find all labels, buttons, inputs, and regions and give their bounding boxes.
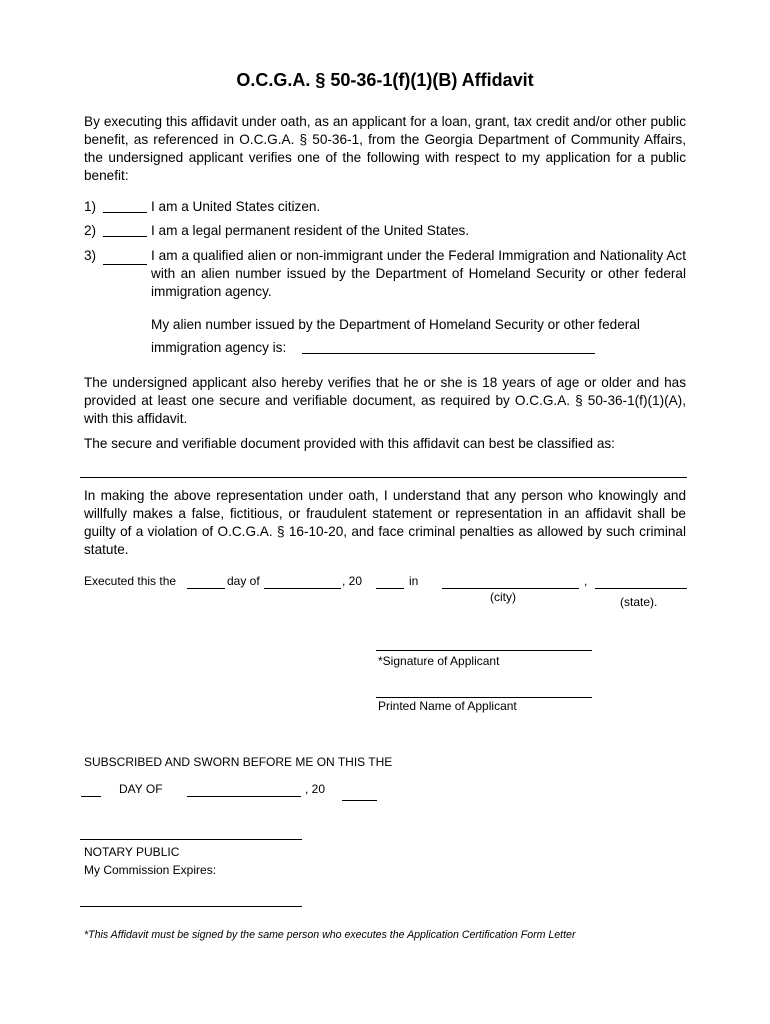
subscribed-month-field[interactable] <box>187 796 301 797</box>
item-3-number: 3) <box>84 248 97 263</box>
commission-expires-field[interactable] <box>80 906 302 907</box>
printed-name-field[interactable] <box>376 697 592 698</box>
executed-year-prefix: , 20 <box>342 574 363 588</box>
document-class-label: The secure and verifiable document provided with this affidavit can best be classified as: <box>84 436 615 451</box>
subscribed-day-of: DAY OF <box>119 782 163 796</box>
item-2-text: I am a legal permanent resident of the United States. <box>151 223 470 238</box>
executed-state-field[interactable] <box>595 588 687 589</box>
item-3-initial-field[interactable] <box>103 252 147 265</box>
printed-name-label: Printed Name of Applicant <box>378 699 517 713</box>
intro-paragraph: By executing this affidavit under oath, as an applicant for a loan, grant, tax credit and/or other public benefit, as referenced in O.C.G.A. § 50-36-1, from the Georgia Department of Community Affairs, the undersigned applicant verifies one of the following with respect to my application for a public benefit: <box>84 114 686 183</box>
footnote: *This Affidavit must be signed by the same person who executes the Application Certification Form Letter <box>84 929 576 941</box>
subscribed-year-field[interactable] <box>342 800 377 801</box>
item-1-text: I am a United States citizen. <box>151 199 321 214</box>
document-class-field[interactable] <box>80 477 687 478</box>
alien-number-line1: My alien number issued by the Department of Homeland Security or other federal <box>151 317 640 332</box>
page-title: O.C.G.A. § 50-36-1(f)(1)(B) Affidavit <box>236 70 534 90</box>
state-caption: (state). <box>620 595 658 609</box>
executed-prefix: Executed this the <box>84 574 177 588</box>
item-1-initial-field[interactable] <box>103 200 147 213</box>
executed-year-field[interactable] <box>376 588 404 589</box>
subscribed-day-field[interactable] <box>81 796 101 797</box>
age-verification-paragraph: The undersigned applicant also hereby verifies that he or she is 18 years of age or older and has provided at least one secure and verifiable document, as required by O.C.G.A. § 50-36-1(f)(1)(A), with this affidavit. <box>84 375 686 426</box>
executed-comma: , <box>584 574 588 588</box>
executed-in: in <box>409 574 419 588</box>
item-3-text: I am a qualified alien or non-immigrant under the Federal Immigration and Nationality Act with an alien number issued by the Department of Homeland Security or other federal immigration agency. <box>151 248 686 299</box>
signature-label: *Signature of Applicant <box>378 654 500 668</box>
commission-expires-label: My Commission Expires: <box>84 863 217 877</box>
alien-number-label: immigration agency is: <box>151 340 287 355</box>
subscribed-heading: SUBSCRIBED AND SWORN BEFORE ME ON THIS THE <box>84 755 393 769</box>
penalty-paragraph: In making the above representation under oath, I understand that any person who knowingly and willfully makes a false, fictitious, or fraudulent statement or representation in an affidavit shall be guilty of a violation of O.C.G.A. § 16-10-20, and face criminal penalties as allowed by such criminal statute. <box>84 488 686 557</box>
item-2-number: 2) <box>84 223 97 238</box>
alien-number-field[interactable] <box>302 353 595 354</box>
notary-signature-field[interactable] <box>80 839 302 840</box>
signature-field[interactable] <box>376 650 592 651</box>
city-caption: (city) <box>490 590 516 604</box>
item-2-initial-field[interactable] <box>103 224 147 237</box>
notary-public-label: NOTARY PUBLIC <box>84 845 180 859</box>
executed-day-of: day of <box>227 574 260 588</box>
executed-city-field[interactable] <box>442 588 579 589</box>
item-1-number: 1) <box>84 199 97 214</box>
executed-month-field[interactable] <box>264 588 341 589</box>
subscribed-year-prefix: , 20 <box>305 782 326 796</box>
executed-day-field[interactable] <box>187 588 225 589</box>
